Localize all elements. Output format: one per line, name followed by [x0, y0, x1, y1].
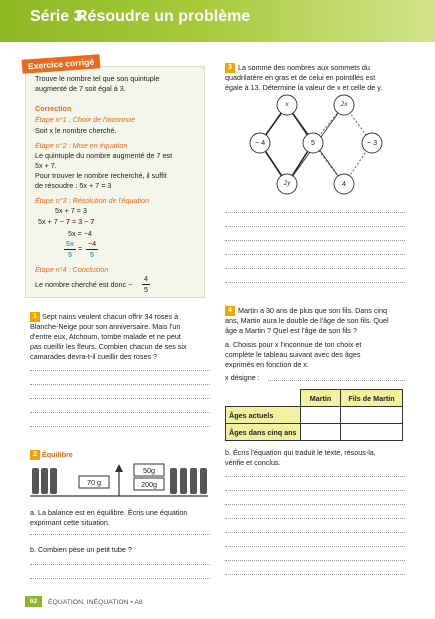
cell-martin-actuel[interactable]: [301, 407, 341, 424]
answer-line[interactable]: [225, 226, 405, 227]
answer-line[interactable]: [225, 546, 405, 547]
ex4-l1: Martin a 30 ans de plus que son fils. Dans cinq: [238, 306, 388, 315]
answer-line[interactable]: [225, 268, 405, 269]
weight-200: 200g: [141, 480, 157, 489]
step2-l2: 5x + 7.: [35, 161, 57, 170]
answer-line[interactable]: [225, 254, 405, 255]
ex1-l5: camarades devra-t-il cueillir des roses ?: [30, 352, 158, 361]
col-fils: Fils de Martin: [341, 390, 403, 407]
eq2-part-a: 5x + 7 −: [38, 217, 66, 226]
answer-line[interactable]: [30, 564, 210, 565]
answer-line[interactable]: [225, 504, 405, 505]
concl-num: 4: [144, 274, 148, 283]
ex2-badge: 2: [30, 450, 40, 460]
step1-text: Soit x le nombre cherché.: [35, 126, 117, 135]
answer-line[interactable]: [225, 532, 405, 533]
node-minus4: − 4: [254, 138, 266, 147]
ex2-qa2: exprimant cette situation.: [30, 518, 110, 527]
ex4-b2: vérifie et conclus.: [225, 458, 281, 467]
step1-title: Étape n°1 : Choix de l'inconnue: [35, 115, 136, 124]
answer-line[interactable]: [225, 282, 405, 283]
answer-line[interactable]: [225, 212, 405, 213]
ex4-l2: ans, Martin aura le double de l'âge de son fils. Quel: [225, 316, 389, 325]
correction-title: Correction: [35, 104, 72, 113]
eq2-part-d: 7: [90, 217, 95, 226]
ex2-title: Équilibre: [42, 450, 73, 459]
col-martin: Martin: [301, 390, 341, 407]
step3-title: Étape n°3 : Résolution de l'équation: [35, 196, 150, 205]
corrige-tag: Exercice corrigé: [22, 54, 101, 73]
node-5: 5: [311, 138, 315, 147]
eq4-num-left-text: 5x: [66, 239, 74, 248]
eq2: [38, 217, 94, 227]
ex4-a3: exprimés en fonction de x.: [225, 360, 309, 369]
ex1-l4: pas cueillir les fleurs. Combien chacun de ses six: [30, 342, 187, 351]
ex2-qa: a. La balance est en équilibre. Écris une équation: [30, 508, 188, 517]
ex4-b1: b. Écris l'équation qui traduit le texte, résous-la,: [225, 448, 376, 457]
step4-title: Étape n°4 : Conclusion: [35, 265, 109, 274]
answer-line[interactable]: [30, 412, 210, 413]
node-4: 4: [342, 179, 346, 188]
table-corner: [226, 390, 301, 407]
answer-line[interactable]: [30, 426, 210, 427]
x-designe-label: x désigne :: [225, 373, 260, 382]
eq3: 5x = −4: [68, 229, 92, 238]
row-ages-cinq-ans: Âges dans cinq ans: [226, 424, 301, 441]
serie-label: Série 3: [30, 8, 83, 25]
eq4-den-right: 5: [90, 250, 94, 259]
quadrilateral-diagram: [240, 93, 390, 203]
concl-den: 5: [144, 285, 148, 294]
page-number: 62: [25, 596, 42, 607]
eq2-part-c: = 3 −: [69, 217, 91, 226]
answer-line[interactable]: [30, 398, 210, 399]
page-title: Résoudre un problème: [76, 8, 251, 25]
row-ages-actuels: Âges actuels: [226, 407, 301, 424]
ages-table: [225, 389, 403, 441]
answer-line[interactable]: [225, 476, 405, 477]
ex4-a1: a. Choisis pour x l'inconnue de ton choix et: [225, 340, 362, 349]
weight-70: 70 g: [87, 478, 101, 487]
answer-line[interactable]: [30, 534, 210, 535]
ex1-badge: 1: [30, 312, 40, 322]
node-minus3: − 3: [366, 138, 378, 147]
answer-line[interactable]: [225, 574, 405, 575]
ex1-l1: Sept nains veulent chacun offrir 34 roses à: [42, 312, 179, 321]
ex4-badge: 4: [225, 306, 235, 316]
balance-figure: [30, 460, 210, 505]
eq4-den-left: 5: [68, 250, 72, 259]
eq1: 5x + 7 = 3: [55, 206, 87, 215]
answer-line[interactable]: [225, 240, 405, 241]
answer-line[interactable]: [30, 370, 210, 371]
node-2y: 2y: [283, 179, 291, 187]
eq2-part-b: 7: [65, 217, 70, 226]
cell-fils-actuel[interactable]: [341, 407, 403, 424]
node-2x: 2x: [340, 100, 348, 108]
step2-l4: de résoudre : 5x + 7 = 3: [35, 181, 112, 190]
ex2-qb: b. Combien pèse un petit tube ?: [30, 545, 132, 554]
conclusion: Le nombre cherché est donc −: [35, 280, 133, 289]
cell-fils-5ans[interactable]: [341, 424, 403, 441]
cell-martin-5ans[interactable]: [301, 424, 341, 441]
step2-l3: Pour trouver le nombre recherché, il suffit: [35, 171, 167, 180]
x-designe-line[interactable]: [268, 380, 405, 381]
ex4-a2: complète le tableau suivant avec des âges: [225, 350, 361, 359]
answer-line[interactable]: [30, 384, 210, 385]
answer-line[interactable]: [225, 490, 405, 491]
answer-line[interactable]: [225, 518, 405, 519]
footer-text: ÉQUATION, INÉQUATION • A8: [48, 599, 143, 606]
ex3-l1: La somme des nombres aux sommets du: [238, 63, 370, 72]
ex3-l2: quadrilatère en gras et de celui en pointillés est: [225, 73, 376, 82]
node-x: x: [285, 100, 289, 108]
step2-title: Étape n°2 : Mise en équation: [35, 141, 128, 150]
eq4-num-right: −4: [87, 239, 97, 248]
tube-icons-left: [32, 468, 57, 494]
ex1-l3: d'entre eux, Atchoum, tombe malade et ne peut: [30, 332, 181, 341]
ex3-badge: 3: [225, 63, 235, 73]
weight-50: 50g: [143, 466, 155, 475]
corrige-intro-1: Trouve le nombre tel que son quintuple: [35, 74, 160, 83]
ex1-l2: Blanche-Neige pour son anniversaire. Mais l'un: [30, 322, 181, 331]
step2-l1: Le quintuple du nombre augmenté de 7 est: [35, 151, 173, 160]
eq4-num-left: [64, 239, 76, 249]
ex4-l3: âge a Martin ? Quel est l'âge de son fils ?: [225, 326, 358, 335]
ex3-l3: égale à 13. Détermine la valeur de x et celle de y.: [225, 83, 383, 92]
tube-icons-right: [170, 468, 207, 494]
eq4-equals: =: [78, 244, 83, 253]
corrige-intro-2: augmenté de 7 soit égal à 3.: [35, 84, 126, 93]
answer-line[interactable]: [30, 578, 210, 579]
answer-line[interactable]: [225, 560, 405, 561]
